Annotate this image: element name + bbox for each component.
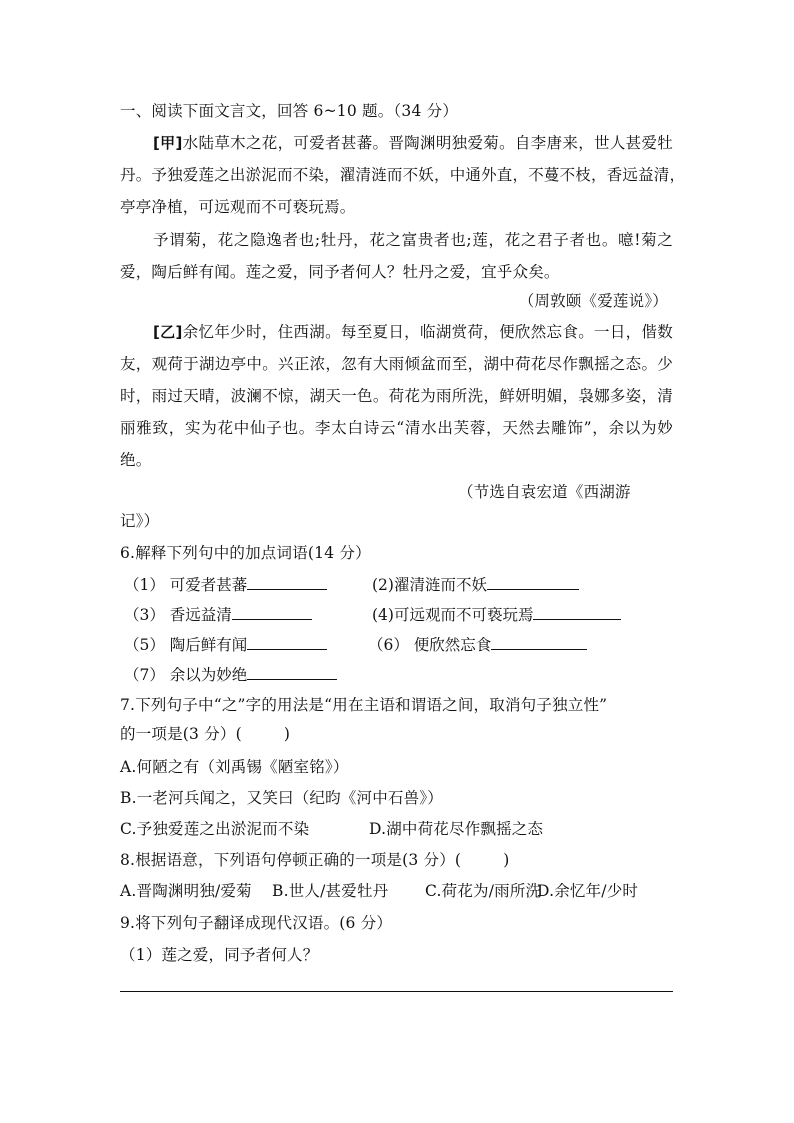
q6-item-1 (124, 574, 327, 596)
q8-stem (120, 849, 509, 871)
passage-yi-line-4: 丽雅致，实为花中仙子也。李太白诗云“清水出芙蓉，天然去雕饰”，余以为妙 (120, 419, 673, 437)
q6-item-5-label: （5） 陶后鲜有闻 (124, 636, 248, 654)
q6-item-6-blank[interactable] (491, 634, 587, 650)
q6-stem: 6.解释下列句中的加点词语(14 分） (120, 544, 371, 562)
q7-stem-line-1: 7.下列句子中“之”字的用法是“用在主语和谓语之间，取消句子独立性” (120, 696, 608, 714)
q7-stem-close: ) (283, 725, 291, 743)
q6-item-3-label: （3） 香远益清 (124, 606, 232, 624)
passage-jia-text-1: 水陆草木之花，可爱者甚蕃。晋陶渊明独爱菊。自李唐来，世人甚爱牡 (182, 134, 674, 152)
q6-item-6-label: （6） 便欣然忘食 (368, 636, 492, 654)
q8-option-a: A.晋陶渊明独/爱菊 (120, 882, 252, 900)
q6-item-7-blank[interactable] (247, 664, 337, 680)
passage-yi-line-1 (153, 321, 673, 343)
q6-item-6 (368, 634, 587, 656)
passage-yi-text-1: 余忆年少时，住西湖。每至夏日，临湖赏荷，便欣然忘食。一日，偕数 (182, 323, 674, 341)
q6-item-4-blank[interactable] (533, 604, 621, 620)
q8-option-c: C.荷花为/雨所洗 (425, 882, 542, 900)
q6-item-3-blank[interactable] (232, 604, 312, 620)
q6-item-2-label: (2)濯清涟而不妖 (372, 576, 487, 594)
q6-item-1-blank[interactable] (247, 574, 327, 590)
passage-yi-source: （节选自袁宏道《西湖游 (458, 483, 631, 501)
q6-item-7-label: （7） 余以为妙绝 (124, 666, 248, 684)
q6-item-2-blank[interactable] (487, 574, 579, 590)
q6-item-1-label: （1） 可爱者甚蕃 (124, 576, 248, 594)
passage-yi-line-5: 绝。 (120, 451, 152, 469)
q7-option-b: B.一老河兵闻之，又笑曰（纪昀《河中石兽》） (120, 789, 443, 807)
q8-option-d: D.余忆年/少时 (537, 882, 639, 900)
q8-option-b: B.世人/甚爱牡丹 (272, 882, 389, 900)
passage-yi-source-cont: 记》） (120, 512, 160, 530)
q7-option-a: A.何陋之有（刘禹锡《陋室铭》） (120, 758, 349, 776)
q7-stem-text: 的一项是(3 分）( (120, 725, 242, 743)
passage-jia-marker: [甲] (153, 134, 183, 152)
q8-stem-text: 8.根据语意，下列语句停顿正确的一项是(3 分）( (120, 851, 462, 869)
q6-item-3 (124, 604, 312, 626)
q6-item-4-label: (4)可远观而不可亵玩焉 (372, 606, 534, 624)
passage-jia-line-1 (153, 132, 673, 154)
passage-jia-line-5: 爱，陶后鲜有闻。莲之爱，同予者何人？牡丹之爱，宜乎众矣。 (120, 263, 560, 281)
q9-item-1: （1）莲之爱，同予者何人？ (120, 946, 319, 964)
q6-item-5-blank[interactable] (247, 634, 327, 650)
q6-item-7 (124, 664, 337, 686)
q9-stem: 9.将下列句子翻译成现代汉语。(6 分） (120, 914, 393, 932)
passage-yi-line-3: 时，雨过天晴，波澜不惊，湖天一色。荷花为雨所洗，鲜妍明媚，袅娜多姿，清 (120, 387, 673, 405)
q7-stem-line-2 (120, 723, 290, 745)
q9-answer-line[interactable] (120, 991, 673, 992)
q6-item-2 (372, 574, 579, 596)
passage-jia-source: （周敦颐《爱莲说》） (518, 292, 668, 310)
passage-jia-line-3: 亭亭净植，可远观而不可亵玩焉。 (120, 198, 356, 216)
passage-yi-line-2: 友，观荷于湖边亭中。兴正浓，忽有大雨倾盆而至，湖中荷花尽作飘摇之态。少 (120, 355, 673, 373)
q6-item-4 (372, 604, 621, 626)
q8-stem-close: ) (503, 851, 510, 869)
q6-item-5 (124, 634, 327, 656)
passage-yi-marker: [乙] (153, 323, 183, 341)
q7-option-c: C.予独爱莲之出淤泥而不染 (120, 820, 310, 838)
passage-jia-line-2: 丹。予独爱莲之出淤泥而不染，濯清涟而不妖，中通外直，不蔓不枝，香远益清， (120, 166, 686, 184)
section-heading: 一、阅读下面文言文，回答 6~10 题。（34 分） (120, 102, 459, 120)
passage-jia-line-4: 予谓菊，花之隐逸者也;牡丹，花之富贵者也;莲，花之君子者也。噫!菊之 (153, 231, 673, 249)
q7-option-d: D.湖中荷花尽作飘摇之态 (369, 820, 544, 838)
